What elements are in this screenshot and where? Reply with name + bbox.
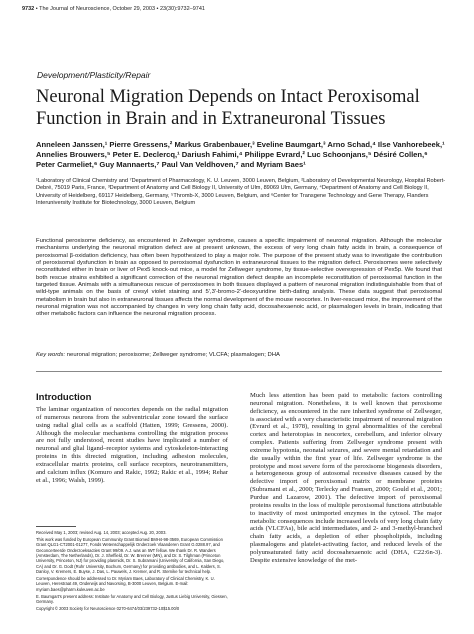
intro-left-column: The laminar organization of neocortex depends on the radial migration of numerous neurons from the subventricular zone toward the surface using radial glial cells as a scaffold (Hatten, 1999; Gressens, 2000). Although the molecular mechanisms controlling the migration process are not fully understood, recent studies have implicated a number of neuronal and glial ligand–receptor systems and cytoskeleton-interacting proteins in this directed migration, including adhesion molecules, extracellular matrix proteins, cell surface receptors, neurotransmitters, and calcium influx (Komuro and Rakic, 1992; Rakic et al., 1994; Rehar et al., 1996; Walsh, 1999). bbox=[36, 406, 228, 484]
section-divider bbox=[36, 371, 442, 372]
footnotes bbox=[36, 526, 228, 613]
footnote-funding: This work was funded by European Community Grant Biomed BMH4-98-3569, European Commission Grant QLG1-CT2001-01277, Fonds Wetenschappelijk Onderzoek Vlaanderen Grant G.0288.97, and Geconcerteerde Onderzoeksacties Grant 99/09. A.J. was an IWT fellow. We thank Dr. R. Wanders (Amsterdam, The Netherlands), Dr. J. Sheffield, Dr. W. Brenner (MN), and Dr. S. Tilghman (Princeton University, Princeton, NJ) for providing plasmids, Dr. S. Subramani (University of California, San Diego, CA) and Dr. G. Dodt (Ruhr University, Bochum, Germany) for providing antibodies, and L. Kalders, S. Danloy, V. Kremers, E. Buyse, J. Das, L. Pauwels, J. Kremer, and R. Sternike for technical help. bbox=[36, 536, 225, 574]
paper-title: Neuronal Migration Depends on Intact Peroxisomal Function in Brain and in Extraneuronal Tissues bbox=[36, 87, 420, 129]
abstract: Functional peroxisome deficiency, as encountered in Zellweger syndrome, causes a specific impairment of neuronal migration. Although the molecular mechanisms underlying the neuronal migration defect are at present unknown, the excess of very long chain fatty acids in brain, a consequence of peroxisomal β-oxidation deficiency, has often been hypothesized to play a major role. The purpose of the present study was to investigate the contribution of peroxisomal dysfunction in brain as opposed to peroxisomal dysfunction in extraneuronal tissues to the migration defect. Peroxisomes were selectively reconstituted either in brain or liver of Pex5 knock-out mice, a model for Zellweger syndrome, by tissue-selective overexpression of Pex5p. We found that both rescue strains exhibited a significant correction of the neuronal migration defect despite an incomplete reconstitution of peroxisomal function in the targeted tissue. Animals with a simultaneous rescue of peroxisomes in both tissues displayed a pattern of neuronal migration indistinguishable from that of wild-type animals on the basis of cresyl violet staining and 5′,3′-bromo-2′-deoxyuridine birth-dating analysis. These data suggest that peroxisomal metabolism in brain but also in extraneuronal tissues affects the normal development of the mouse neocortex. In liver-rescued mice, the improvement of the neuronal migration was not accompanied by changes in very long chain fatty acid, docosahexaenoic acid, or plasmalogen levels in brain, indicating that other metabolic factors can influence the neuronal migration process. bbox=[36, 238, 442, 318]
introduction-heading: Introduction bbox=[36, 392, 92, 403]
affiliations: ¹Laboratory of Clinical Chemistry and ⁷Department of Pharmacology, K. U. Leuven, 3000 Leuven, Belgium, ²Laboratory of Developmental Neurology, Hospital Robert-Debré, 75019 Paris, France, ³Department of Anatomy and Cell Biology II, University of Ulm, 89069 Ulm, Germany, ⁴Department of Anatomy and Cell Biology II, University of Heidelberg, 69117 Heidelberg, Germany, ⁵Thromb-X, 3000 Leuven, Belgium, and ⁶Center for Transgene Technology and Gene Therapy, Flanders Interuniversity Institute for Biotechnology, 3000 Leuven, Belgium bbox=[36, 178, 446, 206]
footnote-address: E. Baumgart's present address: Institute for Anatomy and Cell Biology, Justus Liebig University, Giessen, Germany. bbox=[36, 593, 228, 604]
running-header: 9732 • The Journal of Neuroscience, October 29, 2003 • 23(30):9732–9741 bbox=[22, 6, 205, 12]
author-list: Anneleen Janssen,¹ Pierre Gressens,² Markus Grabenbauer,³ Eveline Baumgart,³ Arno Schad,⁴ Ilse Vanhorebeek,¹ Annelies Brouwers,⁵ Peter E. Declercq,¹ Dariush Fahimi,⁴ Philippe Evrard,² Luc Schoonjans,⁵ Désiré Collen,⁶ Peter Carmeliet,⁶ Guy Mannaerts,⁷ Paul Van Veldhoven,⁷ and Myriam Baes¹ bbox=[36, 140, 445, 169]
footnote-copyright: Copyright © 2003 Society for Neuroscience 0270-6474/03/239732-10$15.00/0 bbox=[36, 605, 180, 611]
footnote-rule bbox=[36, 526, 76, 527]
keywords-list: neuronal migration; peroxisome; Zellweger syndrome; VLCFA; plasmalogen; DHA bbox=[66, 352, 280, 358]
intro-right-column: Much less attention has been paid to metabolic factors controlling neuronal migration. Nonetheless, it is well known that peroxisome deficiency, as encountered in the rare inherited syndrome of Zellweger, is associated with a very characteristic impairment of neuronal migration (Evrard et al., 1978), resulting in gyral abnormalities of the cerebral cortex and heterotopias in neocortex, cerebellum, and inferior olivary complex. Patients suffering from Zellweger syndrome present with extreme hypotonia, neonatal seizures, and severe mental retardation and die usually within the first year of life. Zellweger syndrome is the prototype and most severe form of the peroxisome biogenesis disorders, a heterogeneous group of autosomal recessive diseases caused by the defective import of peroxisomal matrix or membrane proteins (Subramani et al., 2000; Terlecky and Fransen, 2000; Gould et al., 2001; Purdue and Lazarow, 2001). The defective import of peroxisomal proteins results in the loss of multiple peroxisomal functions attributable to inactivity of most unimported enzymes in the cytosol. The major metabolic consequences include increased levels of very long chain fatty acids (VLCFAs), bile acid intermediates, and 2- and 3-methyl-branched chain fatty acids, a depletion of ether phospholipids, including plasmalogens and platelet-activating factor, and reduced levels of the polyunsaturated fatty acid docosahexaenoic acid (DHA, C22:6n-3). Despite extensive knowledge of the met- bbox=[250, 392, 442, 564]
footnote-correspondence: Correspondence should be addressed to Dr. Myriam Baes, Laboratory of Clinical Chemistry, K. U. Leuven, Herestraat 49, Onderwijs and Navorsing, B-3000 Leuven, Belgium. E-mail: myriam.baes@pharm.kuleuven.ac.be bbox=[36, 575, 215, 592]
page-number: 9732 bbox=[22, 6, 35, 12]
keywords-label: Key words: bbox=[36, 352, 66, 358]
footnote-received: Received May 1, 2003; revised Aug. 14, 2003; accepted Aug. 20, 2003. bbox=[36, 530, 167, 535]
section-tag: Development/Plasticity/Repair bbox=[37, 70, 151, 80]
keywords bbox=[36, 352, 442, 359]
journal-citation: The Journal of Neuroscience, October 29, 2003 • 23(30):9732–9741 bbox=[39, 6, 205, 12]
